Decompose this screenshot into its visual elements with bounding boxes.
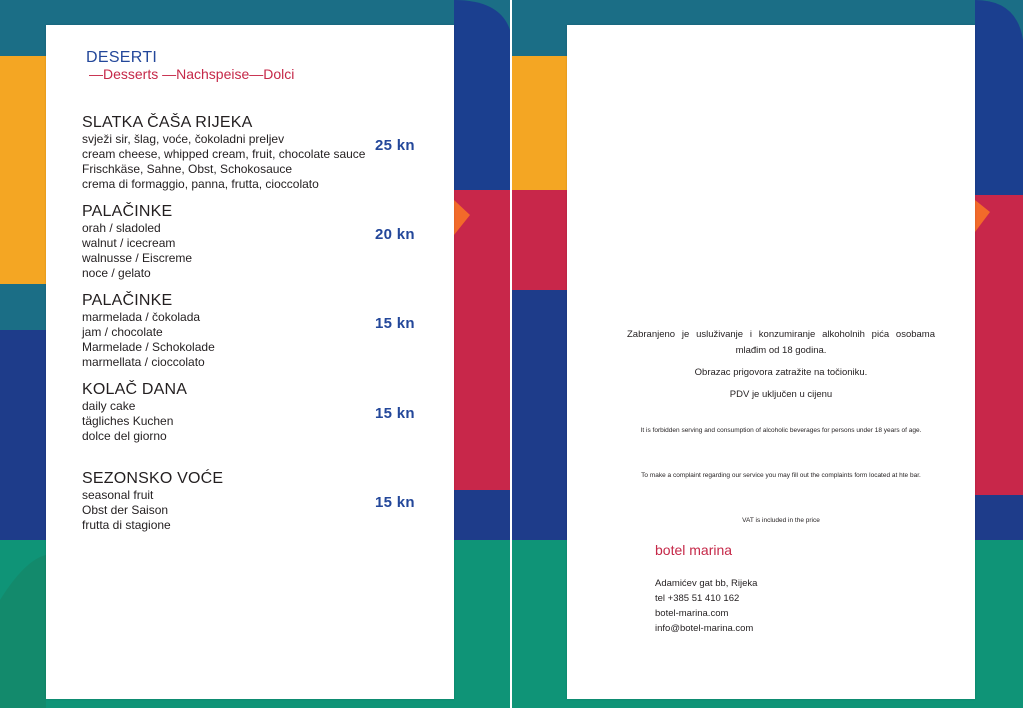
notice-alcohol-hr: Zabranjeno je usluživanje i konzumiranje alkoholnih pića osobama mlađim od 18 godina. bbox=[627, 329, 935, 356]
bg-navy-curve bbox=[975, 0, 1023, 195]
info-card bbox=[567, 25, 975, 699]
item-name: SEZONSKO VOĆE bbox=[82, 470, 224, 487]
item-description: orah / sladoled bbox=[82, 221, 161, 235]
info-page bbox=[512, 0, 1023, 708]
business-email[interactable]: info@botel-marina.com bbox=[655, 623, 754, 634]
business-address: Adamićev gat bb, Rijeka bbox=[655, 578, 758, 589]
menu-page-desserts bbox=[0, 0, 510, 708]
item-description: svježi sir, šlag, voće, čokoladni preljev bbox=[82, 132, 285, 146]
item-description: frutta di stagione bbox=[82, 518, 171, 532]
notice-vat-en: VAT is included in the price bbox=[742, 517, 820, 524]
item-description: daily cake bbox=[82, 399, 136, 413]
menu-card bbox=[46, 25, 454, 699]
item-description: noce / gelato bbox=[82, 266, 151, 280]
item-description: marmellata / cioccolato bbox=[82, 355, 205, 369]
bg-red-block-left bbox=[512, 190, 567, 290]
item-price: 15 kn bbox=[375, 494, 415, 511]
item-description: tägliches Kuchen bbox=[82, 414, 174, 428]
business-name: botel marina bbox=[655, 542, 733, 558]
business-phone[interactable]: tel +385 51 410 162 bbox=[655, 593, 740, 604]
item-price: 20 kn bbox=[375, 226, 415, 243]
item-description: walnusse / Eiscreme bbox=[82, 251, 193, 265]
bg-teal-strip bbox=[0, 284, 46, 330]
item-description: seasonal fruit bbox=[82, 488, 154, 502]
item-description: jam / chocolate bbox=[82, 325, 163, 339]
item-description: dolce del giorno bbox=[82, 429, 167, 443]
item-description: Obst der Saison bbox=[82, 503, 169, 517]
bg-navy-curve bbox=[454, 0, 510, 190]
item-name: PALAČINKE bbox=[82, 292, 173, 309]
item-description: crema di formaggio, panna, frutta, cioccolato bbox=[82, 177, 319, 191]
item-description: marmelada / čokolada bbox=[82, 310, 201, 324]
menu-subtitle: —Desserts —Nachspeise—Dolci bbox=[89, 66, 295, 82]
notice-alcohol-en: It is forbidden serving and consumption of alcoholic beverages for persons under 18 years of age. bbox=[640, 427, 922, 434]
menu-title: DESERTI bbox=[86, 49, 158, 66]
item-name: PALAČINKE bbox=[82, 203, 173, 220]
item-price: 25 kn bbox=[375, 137, 415, 154]
item-description: Marmelade / Schokolade bbox=[82, 340, 215, 354]
business-website[interactable]: botel-marina.com bbox=[655, 608, 729, 619]
item-name: SLATKA ČAŠA RIJEKA bbox=[82, 114, 253, 131]
item-price: 15 kn bbox=[375, 405, 415, 422]
bg-red-block-right bbox=[975, 195, 1023, 495]
item-description: cream cheese, whipped cream, fruit, chocolate sauce bbox=[82, 147, 366, 161]
notice-complaint-en: To make a complaint regarding our service you may fill out the complaints form located at hte bar. bbox=[641, 472, 921, 479]
item-description: Frischkäse, Sahne, Obst, Schokosauce bbox=[82, 162, 293, 176]
item-price: 15 kn bbox=[375, 315, 415, 332]
item-description: walnut / icecream bbox=[82, 236, 176, 250]
notice-vat-hr: PDV je uključen u cijenu bbox=[729, 389, 833, 400]
item-name: KOLAČ DANA bbox=[82, 381, 188, 398]
notice-complaint-hr: Obrazac prigovora zatražite na točioniku. bbox=[694, 367, 868, 378]
